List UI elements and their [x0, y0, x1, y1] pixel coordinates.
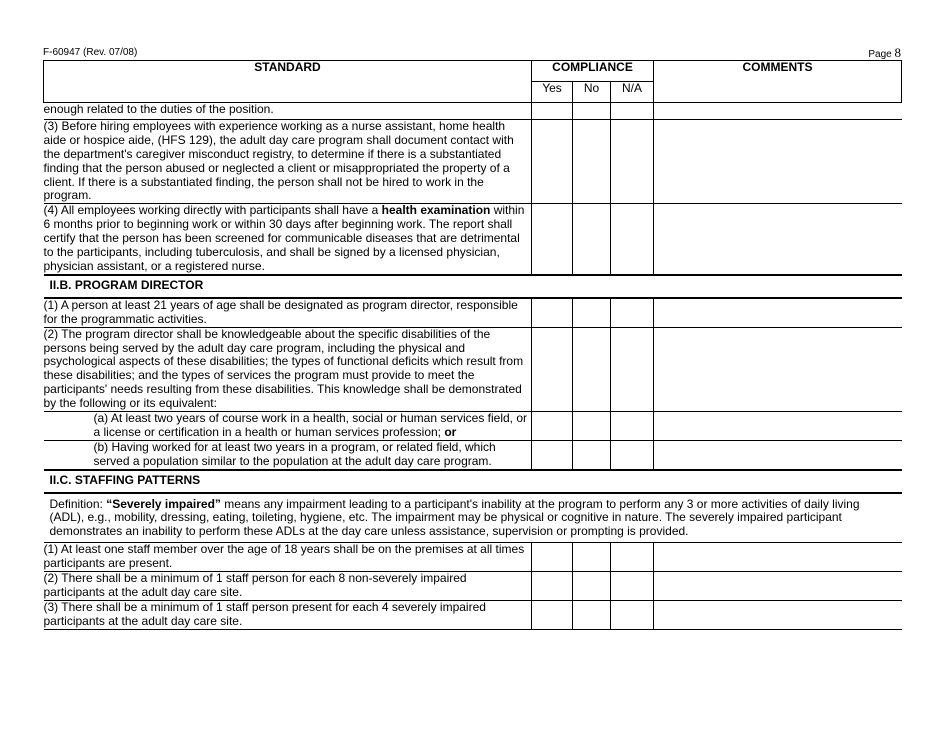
na-cell[interactable]: [611, 204, 654, 275]
section-title: II.B. PROGRAM DIRECTOR: [44, 275, 902, 298]
compliance-table: [43, 60, 902, 630]
comments-cell[interactable]: [654, 600, 902, 629]
yes-cell[interactable]: [532, 440, 573, 469]
section-title: II.C. STAFFING PATTERNS: [44, 470, 902, 493]
na-cell[interactable]: [611, 543, 654, 572]
page-number: [868, 45, 901, 61]
comments-cell[interactable]: [654, 119, 902, 203]
no-cell[interactable]: [573, 103, 611, 120]
comments-cell[interactable]: [654, 327, 902, 411]
yes-cell[interactable]: [532, 103, 573, 120]
definition-text: Definition: “Severely impaired” means any impairment leading to a participant's inability at the program to perform any 3 or more activities of daily living (ADL), e.g., mobility, dressing, eating, toileting, hygiene, etc. The impairment may be physical or cognitive in nature. The severely impaired participant demonstrates an inability to perform these ADLs at the day care unless assistance, supervision or prompting is provided.: [44, 493, 902, 543]
page-number-value: 8: [894, 45, 901, 60]
table-row: [44, 543, 902, 572]
no-cell[interactable]: [573, 600, 611, 629]
no-cell[interactable]: [573, 119, 611, 203]
yes-cell[interactable]: [532, 412, 573, 441]
yes-cell[interactable]: [532, 204, 573, 275]
yes-header: Yes: [532, 82, 573, 103]
no-cell[interactable]: [573, 572, 611, 601]
no-header: No: [573, 82, 611, 103]
no-cell[interactable]: [573, 327, 611, 411]
table-row: [44, 204, 902, 275]
standard-text: (a) At least two years of course work in a health, social or human services field, or a license or certification in a health or human services profession; or: [44, 412, 532, 441]
table-row: [44, 103, 902, 120]
no-cell[interactable]: [573, 298, 611, 327]
standard-text: (4) All employees working directly with participants shall have a health examination within 6 months prior to beginning work or within 30 days after beginning work. The report shall certify that the person has been screened for communicable diseases that are detrimental to the participants, including tuberculosis, and shall be signed by a licensed physician, physician assistant, or a registered nurse.: [44, 204, 532, 275]
no-cell[interactable]: [573, 204, 611, 275]
comments-cell[interactable]: [654, 543, 902, 572]
page-header: [43, 45, 901, 59]
standard-text: (2) The program director shall be knowledgeable about the specific disabilities of the persons being served by the adult day care program, including the physical and psychological aspects of these disabilities; the types of functional deficits which result from these disabilities; and the types of services the program must provide to meet the participants' needs resulting from these disabilities. This knowledge shall be demonstrated by the following or its equivalent:: [44, 327, 532, 411]
na-cell[interactable]: [611, 119, 654, 203]
form-id: F-60947 (Rev. 07/08): [43, 47, 138, 58]
table-row: [44, 572, 902, 601]
comments-cell[interactable]: [654, 572, 902, 601]
section-heading: [44, 275, 902, 298]
no-cell[interactable]: [573, 543, 611, 572]
yes-cell[interactable]: [532, 572, 573, 601]
comments-cell[interactable]: [654, 298, 902, 327]
yes-cell[interactable]: [532, 543, 573, 572]
na-cell[interactable]: [611, 298, 654, 327]
yes-cell[interactable]: [532, 600, 573, 629]
standard-text: enough related to the duties of the position.: [44, 103, 532, 120]
section-heading: [44, 470, 902, 493]
na-cell[interactable]: [611, 412, 654, 441]
standard-header: STANDARD: [44, 61, 532, 103]
na-cell[interactable]: [611, 600, 654, 629]
table-row: [44, 412, 902, 441]
na-cell[interactable]: [611, 103, 654, 120]
table-row: [44, 440, 902, 469]
table-header-row-1: [44, 61, 902, 82]
table-row: [44, 327, 902, 411]
no-cell[interactable]: [573, 440, 611, 469]
standard-text: (1) A person at least 21 years of age shall be designated as program director, responsible for the programmatic activities.: [44, 298, 532, 327]
comments-cell[interactable]: [654, 412, 902, 441]
table-row: [44, 298, 902, 327]
standard-text: (3) There shall be a minimum of 1 staff person present for each 4 severely impaired participants at the adult day care site.: [44, 600, 532, 629]
na-cell[interactable]: [611, 327, 654, 411]
definition-row: [44, 493, 902, 543]
no-cell[interactable]: [573, 412, 611, 441]
standard-text: (2) There shall be a minimum of 1 staff person for each 8 non-severely impaired participants at the adult day care site.: [44, 572, 532, 601]
comments-cell[interactable]: [654, 103, 902, 120]
na-cell[interactable]: [611, 572, 654, 601]
comments-cell[interactable]: [654, 440, 902, 469]
standard-text: (3) Before hiring employees with experience working as a nurse assistant, home health aide or hospice aide, (HFS 129), the adult day care program shall document contact with the department's caregiver misconduct registry, to determine if there is a substantiated finding that the person abused or neglected a client or misappropriated the property of a client. If there is a substantiated finding, the person shall not be hired to work in the program.: [44, 119, 532, 203]
yes-cell[interactable]: [532, 298, 573, 327]
yes-cell[interactable]: [532, 327, 573, 411]
standard-text: (1) At least one staff member over the age of 18 years shall be on the premises at all times participants are present.: [44, 543, 532, 572]
yes-cell[interactable]: [532, 119, 573, 203]
comments-header: COMMENTS: [654, 61, 902, 103]
comments-cell[interactable]: [654, 204, 902, 275]
table-row: [44, 119, 902, 203]
na-cell[interactable]: [611, 440, 654, 469]
table-row: [44, 600, 902, 629]
na-header: N/A: [611, 82, 654, 103]
page-label: Page: [868, 49, 892, 60]
compliance-header: COMPLIANCE: [532, 61, 654, 82]
standard-text: (b) Having worked for at least two years in a program, or related field, which served a population similar to the population at the adult day care program.: [44, 440, 532, 469]
